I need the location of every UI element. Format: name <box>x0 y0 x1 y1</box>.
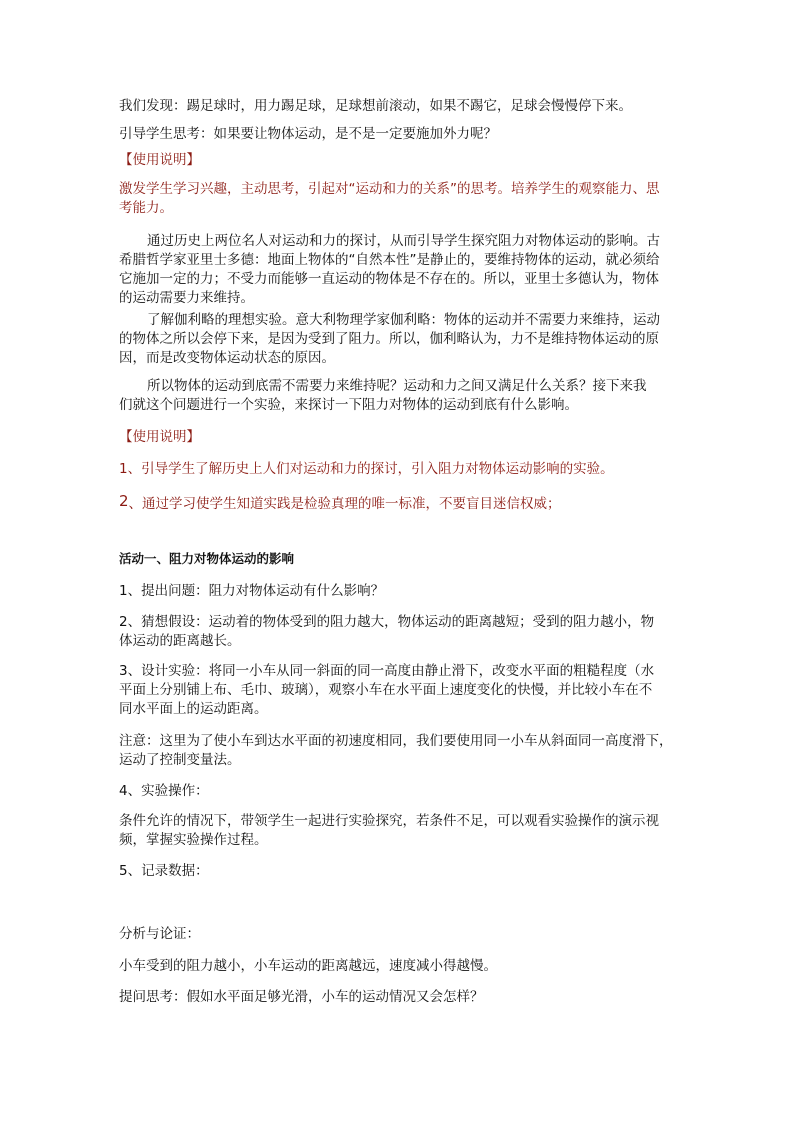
text-line: 频，掌握实验操作过程。 <box>119 832 268 848</box>
item-number: 2 <box>119 492 129 510</box>
text-line: 考能力。 <box>119 200 173 216</box>
text-line: 的物体之所以会停下来，是因为受到了阻力。所以，伽利略认为，力不是维持物体运动的原 <box>119 331 659 347</box>
text-line: 平面上分别铺上布、毛巾、玻璃），观察小车在水平面上速度变化的快慢，并比较小车在不 <box>119 682 653 698</box>
text-line: 激发学生学习兴趣，主动思考，引起对“运动和力的关系”的思考。培养学生的观察能力、思 <box>119 181 660 197</box>
text-line: 2、猜想假设：运动着的物体受到的阻力越大，物体运动的距离越短；受到的阻力越小，物 <box>119 614 655 630</box>
text-line: 的运动需要力来维持。 <box>119 290 254 306</box>
text-line: 条件允许的情况下，带领学生一起进行实验探究，若条件不足，可以观看实验操作的演示视 <box>119 813 659 829</box>
text-line: 它施加一定的力；不受力而能够一直运动的物体是不存在的。所以，亚里士多德认为，物体 <box>119 271 659 287</box>
activity-step-2 <box>119 613 679 651</box>
text-line: 体运动的距离越长。 <box>119 633 241 649</box>
history-paragraph-question <box>119 377 679 415</box>
activity-title: 活动一、阻力对物体运动的影响 <box>119 551 295 566</box>
history-paragraph-galileo <box>119 311 679 368</box>
analysis-question: 提问思考：假如水平面足够光滑，小车的运动情况又会怎样？ <box>119 989 484 1005</box>
text-line: 所以物体的运动到底需不需要力来维持呢？运动和力之间又满足什么关系？接下来我 <box>147 378 647 394</box>
analysis-conclusion: 小车受到的阻力越小，小车运动的距离越远，速度减小得越慢。 <box>119 958 497 974</box>
experiment-condition <box>119 812 679 850</box>
text-line: 3、设计实验：将同一小车从同一斜面的同一高度由静止滑下，改变水平面的粗糙程度（水 <box>119 663 655 679</box>
text-line: 们就这个问题进行一个实验，来探讨一下阻力对物体的运动到底有什么影响。 <box>119 397 578 413</box>
intro-observation: 我们发现：踢足球时，用力踢足球，足球想前滚动，如果不踢它，足球会慢慢停下来。 <box>119 98 632 114</box>
intro-think-prompt: 引导学生思考：如果要让物体运动，是不是一定要施加外力呢？ <box>119 126 497 142</box>
text-line: 希腊哲学家亚里士多德：地面上物体的“自然本性”是静止的，要维持物体的运动，就必须给 <box>119 252 660 268</box>
usage-note-item-1: 1、引导学生了解历史上人们对运动和力的探讨，引入阻力对物体运动影响的实验。 <box>119 461 614 477</box>
usage-note-text-1 <box>119 180 679 218</box>
text-line: 通过历史上两位名人对运动和力的探讨，从而引导学生探究阻力对物体运动的影响。古 <box>147 233 660 249</box>
text-line: 了解伽利略的理想实验。意大利物理学家伽利略：物体的运动并不需要力来维持，运动 <box>147 312 660 328</box>
activity-step-5: 5、记录数据： <box>119 863 209 879</box>
item-text: 、通过学习使学生知道实践是检验真理的唯一标准，不要盲目迷信权威； <box>128 496 561 512</box>
usage-note-heading-1: 【使用说明】 <box>119 152 200 168</box>
text-line: 注意：这里为了使小车到达水平面的初速度相同，我们要使用同一小车从斜面同一高度滑下， <box>119 733 673 749</box>
activity-step-3 <box>119 662 679 719</box>
usage-note-heading-2: 【使用说明】 <box>119 429 200 445</box>
activity-step-1: 1、提出问题：阻力对物体运动有什么影响？ <box>119 583 385 599</box>
activity-step-4: 4、实验操作： <box>119 783 209 799</box>
history-paragraph-aristotle <box>119 232 679 308</box>
text-line: 因，而是改变物体运动状态的原因。 <box>119 350 335 366</box>
analysis-title: 分析与论证： <box>119 926 200 942</box>
usage-note-item-2 <box>119 494 679 514</box>
text-line: 同水平面上的运动距离。 <box>119 701 268 717</box>
attention-note <box>119 732 679 770</box>
text-line: 运动了控制变量法。 <box>119 752 241 768</box>
